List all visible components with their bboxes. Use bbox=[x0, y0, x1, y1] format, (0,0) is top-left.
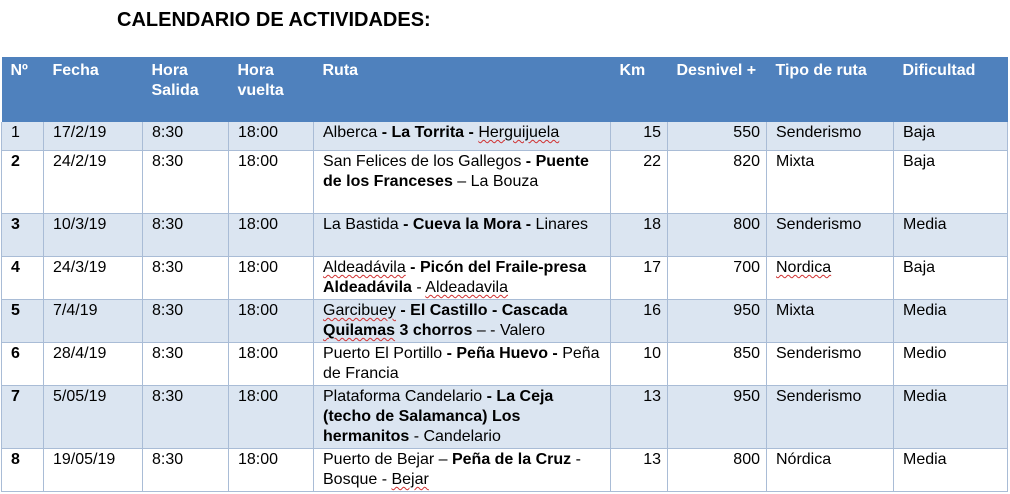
cell-ruta bbox=[314, 122, 611, 151]
cell-num: 4 bbox=[2, 257, 44, 300]
cell-ruta bbox=[314, 214, 611, 257]
ruta-segment: Quilamas bbox=[323, 322, 396, 339]
header-km: Km bbox=[611, 57, 668, 122]
tipo-text: Mixta bbox=[776, 302, 815, 319]
table-row bbox=[2, 151, 1008, 214]
cell-fecha: 24/3/19 bbox=[44, 257, 143, 300]
ruta-segment: Herguijuela bbox=[478, 124, 560, 141]
ruta-segment: - La Ceja (techo de Salamanca) Los hermanitos bbox=[323, 388, 554, 445]
cell-tipo bbox=[767, 300, 894, 343]
cell-hora-salida: 8:30 bbox=[143, 151, 229, 214]
cell-dificultad: Medio bbox=[894, 343, 1008, 386]
cell-fecha: 10/3/19 bbox=[44, 214, 143, 257]
cell-ruta bbox=[314, 343, 611, 386]
cell-dificultad: Baja bbox=[894, 257, 1008, 300]
header-num: Nº bbox=[2, 57, 44, 122]
ruta-segment: Bejar bbox=[391, 471, 429, 488]
cell-tipo bbox=[767, 214, 894, 257]
cell-desnivel: 950 bbox=[668, 300, 767, 343]
cell-ruta bbox=[314, 151, 611, 214]
cell-hora-vuelta: 18:00 bbox=[229, 300, 314, 343]
cell-fecha: 24/2/19 bbox=[44, 151, 143, 214]
cell-num: 3 bbox=[2, 214, 44, 257]
table-row bbox=[2, 343, 1008, 386]
cell-hora-vuelta: 18:00 bbox=[229, 257, 314, 300]
cell-num: 7 bbox=[2, 386, 44, 449]
cell-hora-salida: 8:30 bbox=[143, 214, 229, 257]
cell-desnivel: 800 bbox=[668, 214, 767, 257]
tipo-text: Senderismo bbox=[776, 388, 862, 405]
cell-km: 13 bbox=[611, 386, 668, 449]
cell-tipo bbox=[767, 151, 894, 214]
cell-ruta bbox=[314, 257, 611, 300]
cell-hora-salida: 8:30 bbox=[143, 343, 229, 386]
cell-hora-vuelta: 18:00 bbox=[229, 214, 314, 257]
ruta-segment: San Felices de los Gallegos bbox=[323, 153, 526, 170]
cell-tipo bbox=[767, 122, 894, 151]
ruta-segment: Garcibuey bbox=[323, 302, 396, 319]
cell-hora-salida: 8:30 bbox=[143, 386, 229, 449]
ruta-segment: Peña de la Cruz bbox=[451, 451, 572, 468]
cell-fecha: 7/4/19 bbox=[44, 300, 143, 343]
cell-km: 18 bbox=[611, 214, 668, 257]
header-row bbox=[2, 57, 1008, 122]
header-fecha: Fecha bbox=[44, 57, 143, 122]
cell-fecha: 28/4/19 bbox=[44, 343, 143, 386]
cell-tipo bbox=[767, 257, 894, 300]
cell-hora-vuelta: 18:00 bbox=[229, 151, 314, 214]
cell-desnivel: 800 bbox=[668, 449, 767, 492]
cell-desnivel: 820 bbox=[668, 151, 767, 214]
tipo-text: Senderismo bbox=[776, 345, 862, 362]
cell-dificultad: Media bbox=[894, 214, 1008, 257]
activities-table bbox=[1, 57, 1008, 492]
ruta-segment: Plataforma Candelario bbox=[323, 388, 487, 405]
cell-ruta bbox=[314, 300, 611, 343]
ruta-segment: – La Bouza bbox=[452, 173, 539, 190]
header-ruta: Ruta bbox=[314, 57, 611, 122]
header-hora-salida: Hora Salida bbox=[143, 57, 229, 122]
tipo-text: Nordica bbox=[776, 259, 832, 276]
tipo-text: Senderismo bbox=[776, 124, 862, 141]
table-body bbox=[2, 122, 1008, 492]
header-desnivel: Desnivel + bbox=[668, 57, 767, 122]
cell-desnivel: 700 bbox=[668, 257, 767, 300]
cell-fecha: 19/05/19 bbox=[44, 449, 143, 492]
ruta-segment: - El Castillo - Cascada bbox=[395, 302, 568, 319]
ruta-segment: - La Torrita - bbox=[381, 124, 474, 141]
ruta-segment: Aldeadavila bbox=[425, 279, 509, 296]
tipo-text: Senderismo bbox=[776, 216, 862, 233]
ruta-segment: Peña de Francia bbox=[323, 345, 600, 382]
cell-hora-salida: 8:30 bbox=[143, 257, 229, 300]
ruta-segment: – - Valero bbox=[472, 322, 546, 339]
cell-km: 10 bbox=[611, 343, 668, 386]
header-tipo: Tipo de ruta bbox=[767, 57, 894, 122]
cell-hora-salida: 8:30 bbox=[143, 122, 229, 151]
cell-fecha: 17/2/19 bbox=[44, 122, 143, 151]
ruta-segment: Alberca bbox=[323, 124, 382, 141]
ruta-segment: Puerto El Portillo bbox=[323, 345, 447, 362]
table-row bbox=[2, 122, 1008, 151]
ruta-segment: - Bosque - bbox=[323, 451, 581, 488]
ruta-segment: - bbox=[525, 153, 536, 170]
cell-km: 17 bbox=[611, 257, 668, 300]
ruta-segment: Linares bbox=[531, 216, 589, 233]
cell-num: 5 bbox=[2, 300, 44, 343]
cell-desnivel: 850 bbox=[668, 343, 767, 386]
cell-km: 16 bbox=[611, 300, 668, 343]
ruta-segment: - Candelario bbox=[409, 428, 501, 445]
cell-hora-salida: 8:30 bbox=[143, 300, 229, 343]
ruta-segment: 3 chorros bbox=[395, 322, 473, 339]
ruta-segment: - Picón del Fraile-presa Aldeadávila bbox=[323, 259, 587, 296]
ruta-segment: - bbox=[411, 279, 426, 296]
cell-km: 15 bbox=[611, 122, 668, 151]
cell-hora-vuelta: 18:00 bbox=[229, 449, 314, 492]
table-row bbox=[2, 300, 1008, 343]
table-row bbox=[2, 386, 1008, 449]
tipo-text: Nórdica bbox=[776, 451, 832, 468]
cell-dificultad: Media bbox=[894, 386, 1008, 449]
document-title: CALENDARIO DE ACTIVIDADES: bbox=[117, 9, 431, 31]
ruta-segment: Puerto de Bejar – bbox=[323, 451, 452, 468]
cell-num: 1 bbox=[2, 122, 44, 151]
ruta-segment: - Cueva la Mora - bbox=[403, 216, 532, 233]
table-row bbox=[2, 449, 1008, 492]
cell-tipo bbox=[767, 449, 894, 492]
cell-dificultad: Baja bbox=[894, 122, 1008, 151]
cell-dificultad: Media bbox=[894, 300, 1008, 343]
cell-hora-salida: 8:30 bbox=[143, 449, 229, 492]
ruta-segment: Puente de los Franceses bbox=[323, 153, 589, 190]
cell-dificultad: Media bbox=[894, 449, 1008, 492]
cell-dificultad: Baja bbox=[894, 151, 1008, 214]
cell-desnivel: 550 bbox=[668, 122, 767, 151]
cell-hora-vuelta: 18:00 bbox=[229, 343, 314, 386]
ruta-segment: Aldeadávila bbox=[323, 259, 406, 276]
cell-ruta bbox=[314, 449, 611, 492]
header-hora-vuelta: Hora vuelta bbox=[229, 57, 314, 122]
cell-num: 8 bbox=[2, 449, 44, 492]
table-row bbox=[2, 257, 1008, 300]
cell-km: 13 bbox=[611, 449, 668, 492]
cell-desnivel: 950 bbox=[668, 386, 767, 449]
cell-hora-vuelta: 18:00 bbox=[229, 122, 314, 151]
table-row bbox=[2, 214, 1008, 257]
cell-num: 2 bbox=[2, 151, 44, 214]
tipo-text: Mixta bbox=[776, 153, 815, 170]
header-dificultad: Dificultad bbox=[894, 57, 1008, 122]
ruta-segment: La Bastida bbox=[323, 216, 404, 233]
cell-tipo bbox=[767, 343, 894, 386]
cell-km: 22 bbox=[611, 151, 668, 214]
cell-tipo bbox=[767, 386, 894, 449]
cell-ruta bbox=[314, 386, 611, 449]
cell-fecha: 5/05/19 bbox=[44, 386, 143, 449]
ruta-segment: - Peña Huevo - bbox=[446, 345, 558, 362]
cell-num: 6 bbox=[2, 343, 44, 386]
cell-hora-vuelta: 18:00 bbox=[229, 386, 314, 449]
